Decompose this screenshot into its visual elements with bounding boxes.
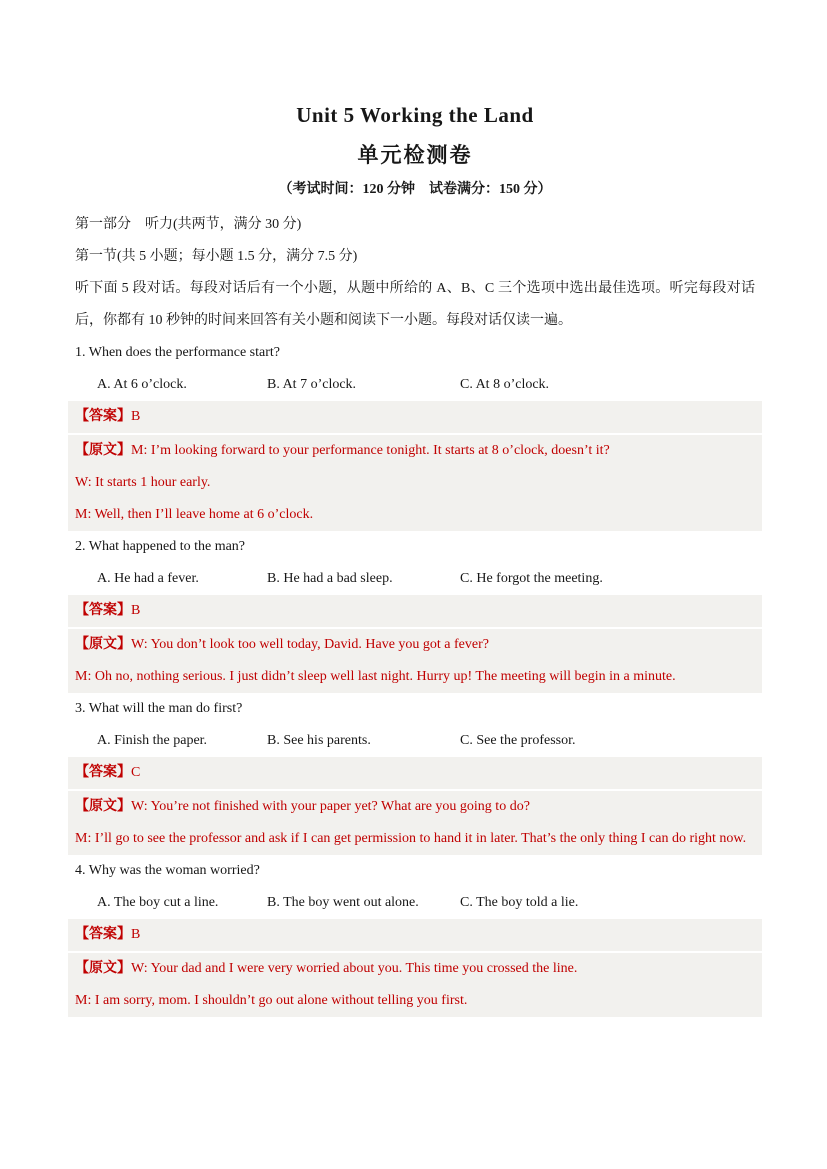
answer-label: 【答案】: [75, 927, 131, 942]
transcript-line: M: Oh no, nothing serious. I just didn’t sleep well last night. Hurry up! The meeting will begin in a minute.: [75, 669, 676, 684]
transcript-line: M: I am sorry, mom. I shouldn’t go out alone without telling you first.: [75, 993, 468, 1008]
listening-instructions: 听下面 5 段对话。每段对话后有一个小题，从题中所给的 A、B、C 三个选项中选出最佳选项。听完每段对话后，你都有 10 秒钟的时间来回答有关小题和阅读下一小题。每段对话仅读一遍。: [75, 281, 755, 328]
transcript-label: 【原文】: [75, 961, 131, 976]
question-block-4: [75, 855, 755, 1017]
question-text: 1. When does the performance start?: [75, 345, 280, 360]
question-block-2: [75, 531, 755, 693]
answer-value: B: [131, 603, 141, 618]
question-text: 2. What happened to the man?: [75, 539, 246, 554]
options-row: [75, 725, 755, 757]
transcript-block: [68, 791, 762, 855]
question-text: 3. What will the man do first?: [75, 701, 243, 716]
answer-label: 【答案】: [75, 409, 131, 424]
transcript-label: 【原文】: [75, 637, 131, 652]
question-block-1: [75, 337, 755, 531]
transcript-line: M: I’ll go to see the professor and ask if I can get permission to hand it in later. That’s the only thing I can do right now.: [75, 831, 747, 846]
question-text: 4. Why was the woman worried?: [75, 863, 260, 878]
exam-info: （考试时间：120 分钟 试卷满分：150 分）: [278, 182, 552, 197]
answer-block: [68, 595, 762, 627]
page-title: Unit 5 Working the Land: [296, 103, 534, 127]
transcript-label: 【原文】: [75, 799, 131, 814]
transcript-line: 【原文】W: Your dad and I were very worried about you. This time you crossed the line.: [75, 961, 578, 976]
answer-value: B: [131, 409, 141, 424]
answer-block: [68, 919, 762, 951]
option-b: B. At 7 o’clock.: [267, 377, 357, 392]
page-subtitle: 单元检测卷: [357, 143, 473, 167]
transcript-line: M: Well, then I’ll leave home at 6 o’clock.: [75, 507, 314, 522]
transcript-label: 【原文】: [75, 443, 131, 458]
answer-value: C: [131, 765, 141, 780]
question-block-3: [75, 693, 755, 855]
answer-block: [68, 401, 762, 433]
option-a: A. The boy cut a line.: [97, 895, 219, 910]
options-row: [75, 369, 755, 401]
option-a: A. At 6 o’clock.: [97, 377, 187, 392]
option-c: C. See the professor.: [460, 733, 576, 748]
answer-label: 【答案】: [75, 765, 131, 780]
transcript-line: 【原文】W: You’re not finished with your paper yet? What are you going to do?: [75, 799, 530, 814]
part-heading: 第一部分 听力(共两节，满分 30 分): [75, 217, 302, 232]
transcript-line: W: It starts 1 hour early.: [75, 475, 211, 490]
option-b: B. He had a bad sleep.: [267, 571, 393, 586]
options-row: [75, 887, 755, 919]
option-c: C. At 8 o’clock.: [460, 377, 550, 392]
options-row: [75, 563, 755, 595]
answer-block: [68, 757, 762, 789]
transcript-line: 【原文】W: You don’t look too well today, David. Have you got a fever?: [75, 637, 489, 652]
option-c: C. He forgot the meeting.: [460, 571, 603, 586]
option-a: A. Finish the paper.: [97, 733, 208, 748]
transcript-line: 【原文】M: I’m looking forward to your performance tonight. It starts at 8 o’clock, doesn’t it?: [75, 443, 610, 458]
answer-label: 【答案】: [75, 603, 131, 618]
transcript-block: [68, 435, 762, 531]
transcript-block: [68, 953, 762, 1017]
section-heading: 第一节(共 5 小题；每小题 1.5 分，满分 7.5 分): [75, 249, 358, 264]
option-a: A. He had a fever.: [97, 571, 199, 586]
option-b: B. See his parents.: [267, 733, 371, 748]
option-b: B. The boy went out alone.: [267, 895, 419, 910]
transcript-block: [68, 629, 762, 693]
answer-value: B: [131, 927, 141, 942]
option-c: C. The boy told a lie.: [460, 895, 579, 910]
